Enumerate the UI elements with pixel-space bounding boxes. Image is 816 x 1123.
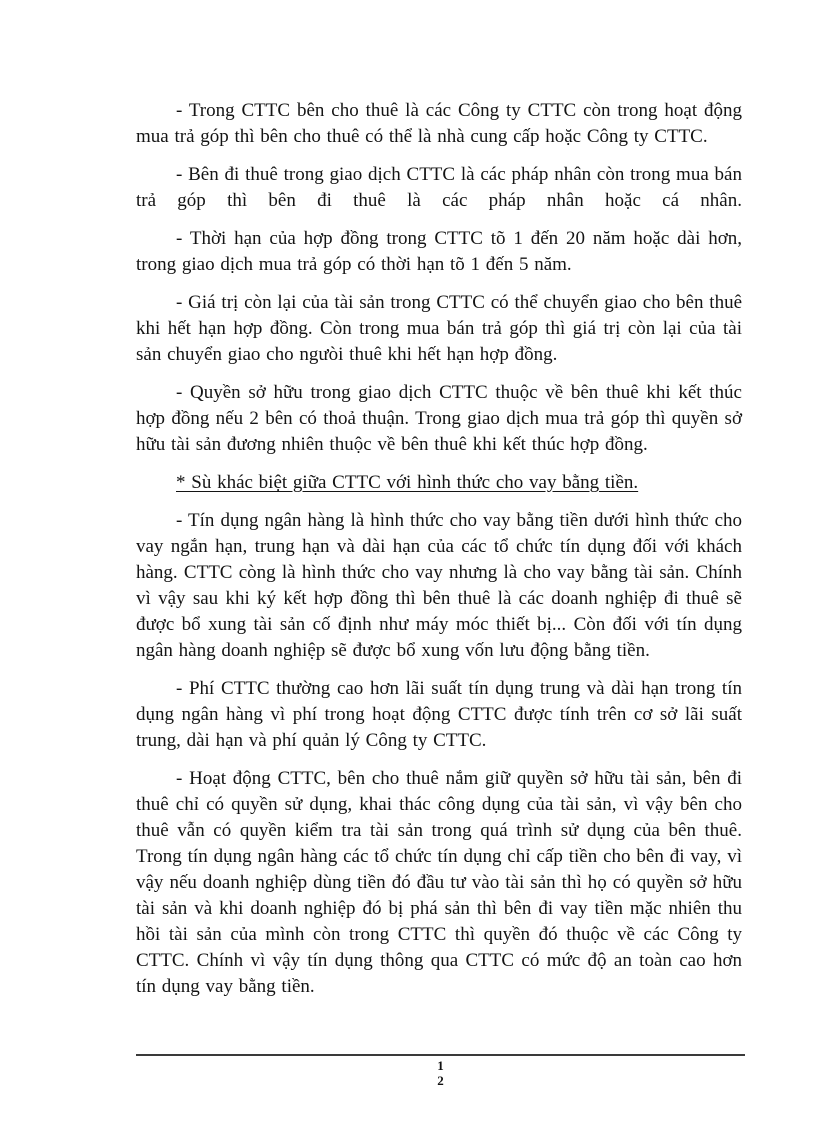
page-footer <box>136 1054 745 1088</box>
paragraph-contract-duration: - Thời hạn của hợp đồng trong CTTC tõ 1 đến 20 năm hoặc dài hơn, trong giao dịch mua trả góp có thời hạn tõ 1 đến 5 năm. <box>136 228 742 275</box>
page-number-line-1: 1 <box>437 1058 444 1073</box>
paragraph-cttc-lessor: - Trong CTTC bên cho thuê là các Công ty CTTC còn trong hoạt động mua trả góp thì bên cho thuê có thể là nhà cung cấp hoặc Công ty CTTC. <box>136 100 742 147</box>
paragraph-bank-credit-comparison: - Tín dụng ngân hàng là hình thức cho vay bằng tiền dưới hình thức cho vay ngắn hạn, trung hạn và dài hạn của các tổ chức tín dụng đối với khách hàng. CTTC còng là hình thức cho vay nhưng là cho vay bằng tài sản. Chính vì vậy sau khi ký kết hợp đồng thì bên thuê là các doanh nghiệp đi thuê sẽ được bổ xung tài sản cố định như máy móc thiết bị... Còn đối với tín dụng ngân hàng doanh nghiệp sẽ được bổ xung vốn lưu động bằng tiền. <box>136 510 742 661</box>
footer-divider-line <box>136 1054 745 1056</box>
document-body <box>136 98 742 1012</box>
page-number-line-2: 2 <box>437 1073 444 1088</box>
paragraph-cttc-lessee: - Bên đi thuê trong giao dịch CTTC là các pháp nhân còn trong mua bán trả góp thì bên đi thuê là các pháp nhân hoặc cá nhân. <box>136 164 742 211</box>
paragraph-cttc-fees: - Phí CTTC thường cao hơn lãi suất tín dụng trung và dài hạn trong tín dụng ngân hàng vì phí trong hoạt động CTTC được tính trên cơ sở lãi suất trung, dài hạn và phí quản lý Công ty CTTC. <box>136 678 742 751</box>
paragraph-residual-value: - Giá trị còn lại của tài sản trong CTTC có thể chuyển giao cho bên thuê khi hết hạn hợp đồng. Còn trong mua bán trả góp thì giá trị còn lại của tài sản chuyển giao cho ngưòi thuê khi hết hạn hợp đồng. <box>136 292 742 365</box>
paragraph-ownership-rights: - Quyền sở hữu trong giao dịch CTTC thuộc về bên thuê khi kết thúc hợp đồng nếu 2 bên có thoả thuận. Trong giao dịch mua trả góp thì quyền sở hữu tài sản đương nhiên thuộc về bên thuê khi kết thúc hợp đồng. <box>136 382 742 455</box>
section-heading-cttc-vs-cash-loan: * Sù khác biệt giữa CTTC với hình thức cho vay bằng tiền. <box>176 472 639 493</box>
paragraph-cttc-safety: - Hoạt động CTTC, bên cho thuê nắm giữ quyền sở hữu tài sản, bên đi thuê chỉ có quyền sử dụng, khai thác công dụng của tài sản, vì vậy bên cho thuê vẫn có quyền kiểm tra tài sản trong quá trình sử dụng của bên thuê. Trong tín dụng ngân hàng các tổ chức tín dụng chỉ cấp tiền cho bên đi vay, vì vậy nếu doanh nghiệp dùng tiền đó đầu tư vào tài sản thì họ có quyền sở hữu tài sản và khi doanh nghiệp đó bị phá sản thì bên đi vay tiền mặc nhiên thu hồi tài sản của mình còn trong CTTC thì quyền đó thuộc về các Công ty CTTC. Chính vì vậy tín dụng thông qua CTTC có mức độ an toàn cao hơn tín dụng vay bằng tiền. <box>136 768 742 997</box>
